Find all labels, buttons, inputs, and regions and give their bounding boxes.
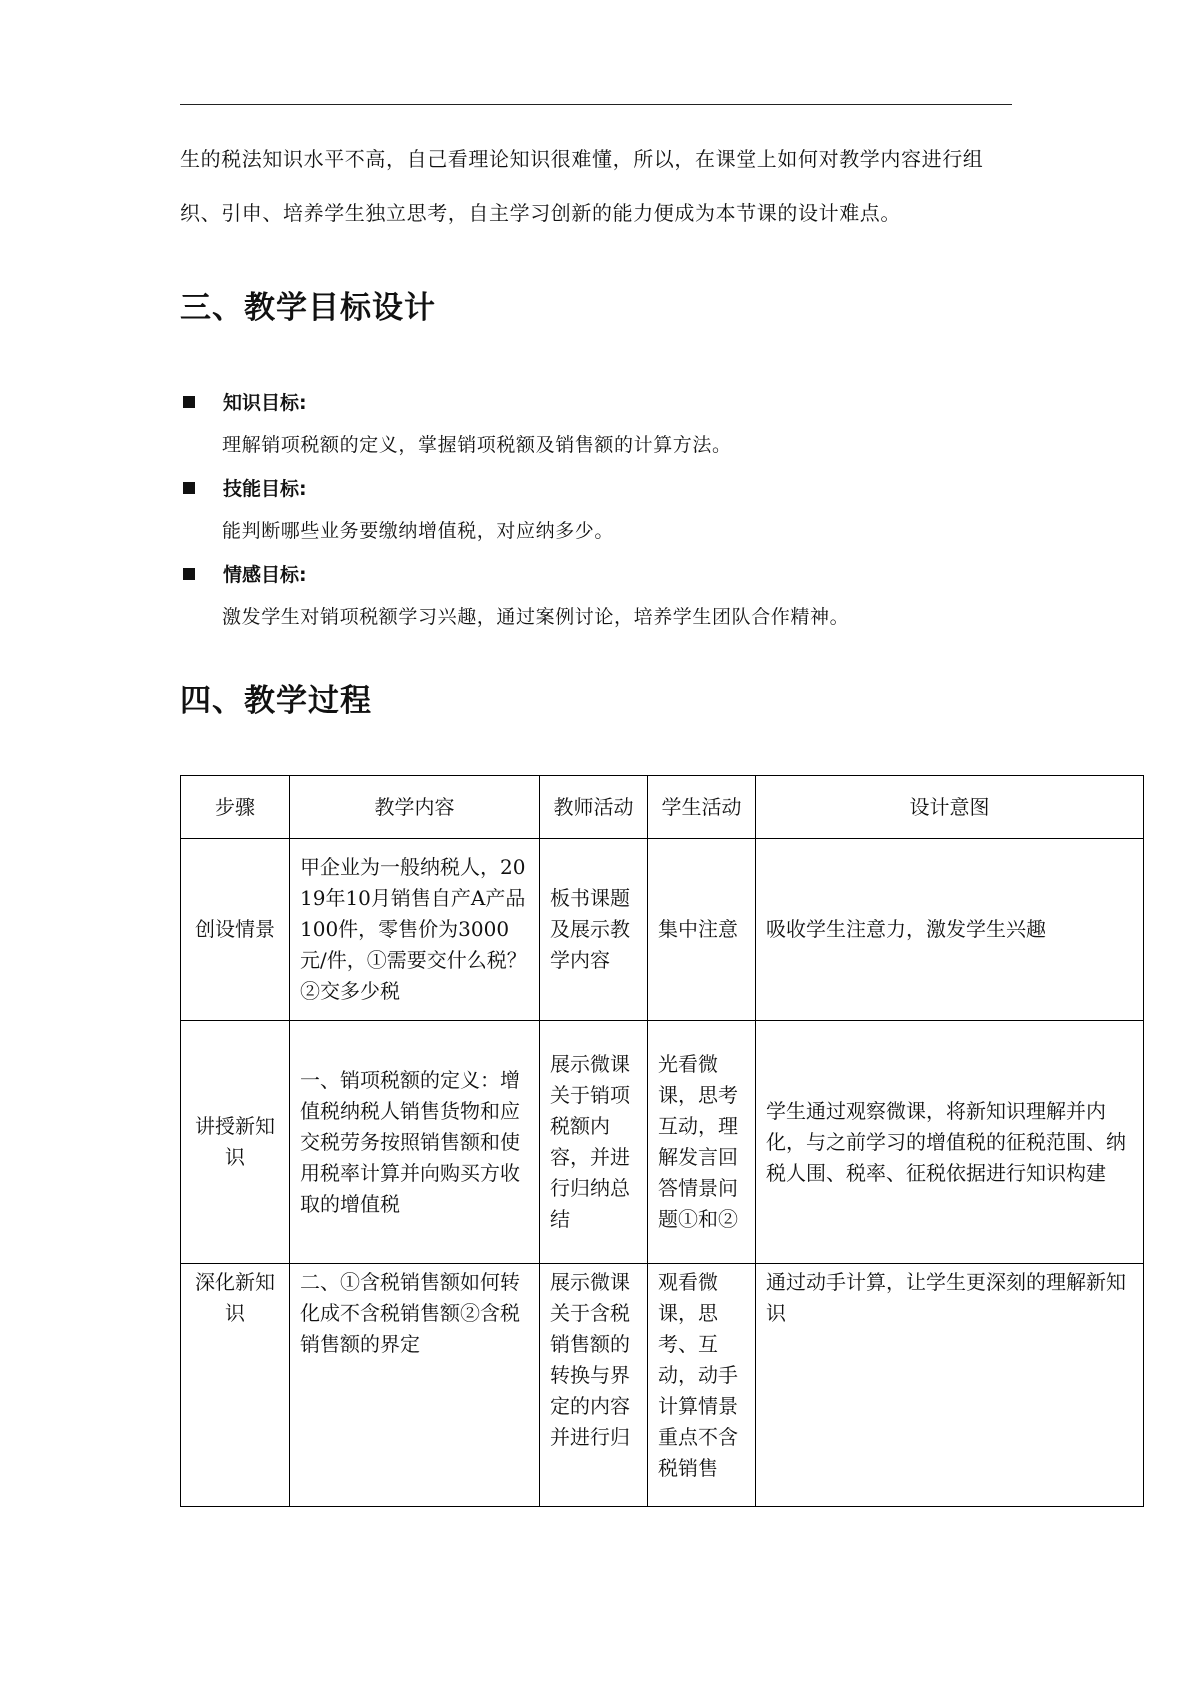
goal-knowledge	[180, 388, 307, 415]
square-bullet-icon	[183, 568, 195, 580]
square-bullet-icon	[183, 482, 195, 494]
content-cell: 甲企业为一般纳税人，2019年10月销售自产A产品100件，零售价为3000元/件，①需要交什么税？②交多少税	[290, 839, 540, 1021]
intro-line: 生的税法知识水平不高，自己看理论知识很难懂，所以，在课堂上如何对教学内容进行组	[180, 147, 984, 171]
goal-description: 激发学生对销项税额学习兴趣，通过案例讨论，培养学生团队合作精神。	[222, 606, 850, 628]
teacher-cell: 展示微课关于销项税额内容，并进行归纳总结	[540, 1021, 648, 1264]
teaching-process-table	[180, 775, 1144, 1507]
intro-line: 织、引申、培养学生独立思考，自主学习创新的能力便成为本节课的设计难点。	[180, 201, 901, 225]
square-bullet-icon	[183, 396, 195, 408]
intent-cell: 学生通过观察微课，将新知识理解并内化，与之前学习的增值税的征税范围、纳税人围、税率、征税依据进行知识构建	[756, 1021, 1144, 1264]
column-header: 教师活动	[540, 776, 648, 839]
goal-label: 情感目标:	[223, 564, 307, 586]
section-heading-process: 四、教学过程	[180, 683, 372, 719]
header-rule	[180, 104, 1012, 105]
step-cell: 深化新知识	[181, 1264, 290, 1507]
content-cell: 二、①含税销售额如何转化成不含税销售额②含税销售额的界定	[290, 1264, 540, 1507]
content-cell: 一、销项税额的定义：增值税纳税人销售货物和应交税劳务按照销售额和使用税率计算并向购买方收取的增值税	[290, 1021, 540, 1264]
column-header: 教学内容	[290, 776, 540, 839]
table-row	[181, 1264, 1144, 1507]
goal-emotion	[180, 560, 307, 587]
goal-skill	[180, 474, 307, 501]
column-header: 设计意图	[756, 776, 1144, 839]
intent-cell: 吸收学生注意力，激发学生兴趣	[756, 839, 1144, 1021]
goal-description: 理解销项税额的定义，掌握销项税额及销售额的计算方法。	[222, 434, 732, 456]
table-row	[181, 839, 1144, 1021]
student-cell: 观看微课，思考、互动，动手计算情景重点不含税销售	[648, 1264, 756, 1507]
student-cell: 集中注意	[648, 839, 756, 1021]
step-cell: 讲授新知识	[181, 1021, 290, 1264]
table-header-row	[181, 776, 1144, 839]
goal-description: 能判断哪些业务要缴纳增值税，对应纳多少。	[222, 520, 615, 542]
step-cell: 创设情景	[181, 839, 290, 1021]
goal-label: 技能目标:	[223, 478, 307, 500]
goal-label: 知识目标:	[223, 392, 307, 414]
intro-paragraph	[180, 132, 1020, 240]
teacher-cell: 展示微课关于含税销售额的转换与界定的内容并进行归	[540, 1264, 648, 1507]
section-heading-objectives: 三、教学目标设计	[180, 290, 436, 326]
student-cell: 光看微课，思考互动，理解发言回答情景问题①和②	[648, 1021, 756, 1264]
table-row	[181, 1021, 1144, 1264]
column-header: 学生活动	[648, 776, 756, 839]
column-header: 步骤	[181, 776, 290, 839]
teacher-cell: 板书课题及展示教学内容	[540, 839, 648, 1021]
intent-cell: 通过动手计算，让学生更深刻的理解新知识	[756, 1264, 1144, 1507]
